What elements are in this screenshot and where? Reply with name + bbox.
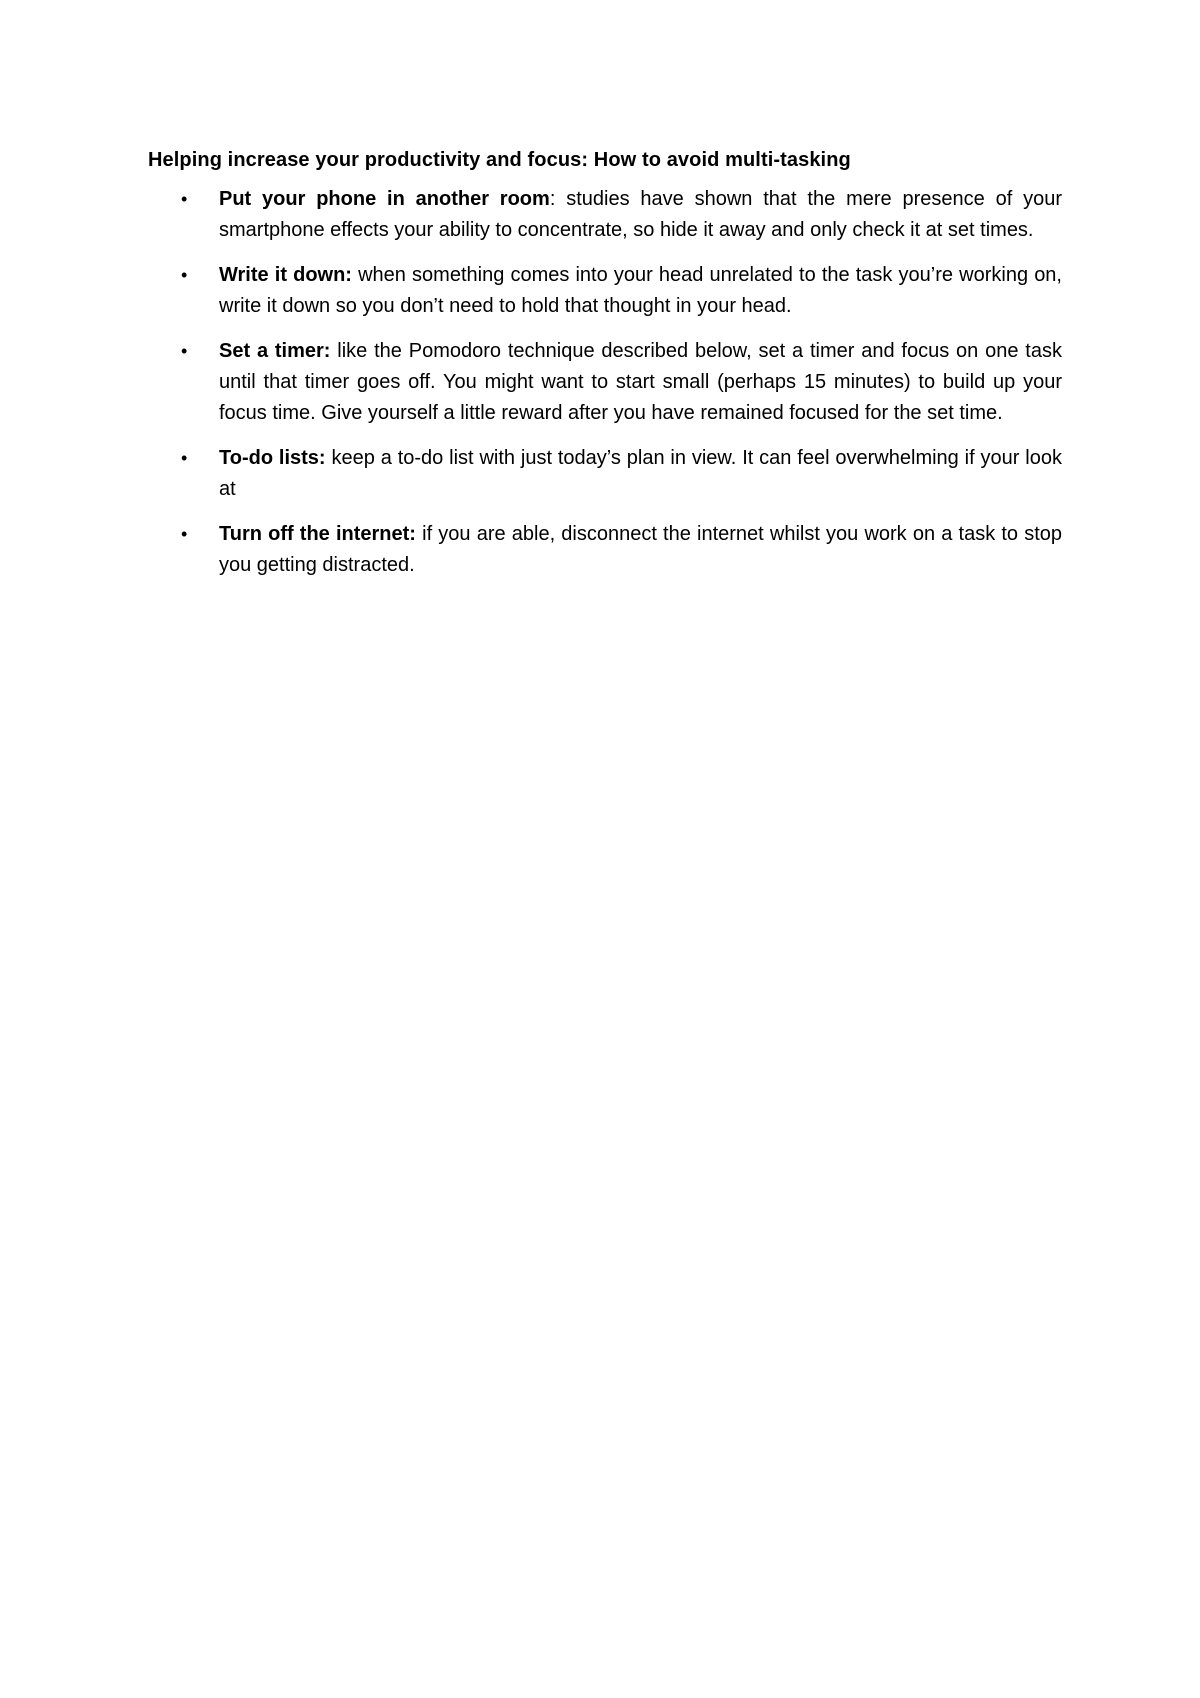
item-term: Set a timer: bbox=[219, 340, 331, 362]
bullet-icon: • bbox=[181, 189, 188, 209]
item-text: if you are able, disconnect the internet whilst you work on a task to stop you getting distracted. bbox=[219, 523, 1063, 576]
bullet-icon: • bbox=[181, 524, 188, 544]
bullet-icon: • bbox=[181, 265, 188, 285]
page-title: Helping increase your productivity and focus: How to avoid multi-tasking bbox=[148, 149, 851, 171]
list-item-timer bbox=[148, 336, 1062, 429]
item-term: To-do lists: bbox=[219, 447, 326, 469]
list-item-write-down bbox=[148, 260, 1062, 322]
item-text: when something comes into your head unrelated to the task you’re working on, write it down so you don’t need to hold that thought in your head. bbox=[219, 264, 1062, 317]
bullet-icon: • bbox=[181, 448, 188, 468]
bullet-icon: • bbox=[181, 341, 188, 361]
list-item-phone bbox=[148, 184, 1062, 246]
item-term: Turn off the internet: bbox=[219, 523, 416, 545]
item-text: like the Pomodoro technique described below, set a timer and focus on one task until that timer goes off. You might want to start small (perhaps 15 minutes) to build up your focus time. Give yourself a little reward after you have remained focused for the set time. bbox=[219, 340, 1062, 424]
list-item-internet bbox=[148, 519, 1062, 581]
document-body bbox=[148, 147, 1062, 595]
item-term: Write it down: bbox=[219, 264, 352, 286]
list-item-todo bbox=[148, 443, 1062, 505]
item-text: keep a to-do list with just today’s plan in view. It can feel overwhelming if your look at bbox=[219, 447, 1062, 500]
tips-list bbox=[148, 184, 1062, 581]
item-text: : studies have shown that the mere presence of your smartphone effects your ability to concentrate, so hide it away and only check it at set times. bbox=[219, 188, 1062, 241]
item-term: Put your phone in another room bbox=[219, 188, 550, 210]
